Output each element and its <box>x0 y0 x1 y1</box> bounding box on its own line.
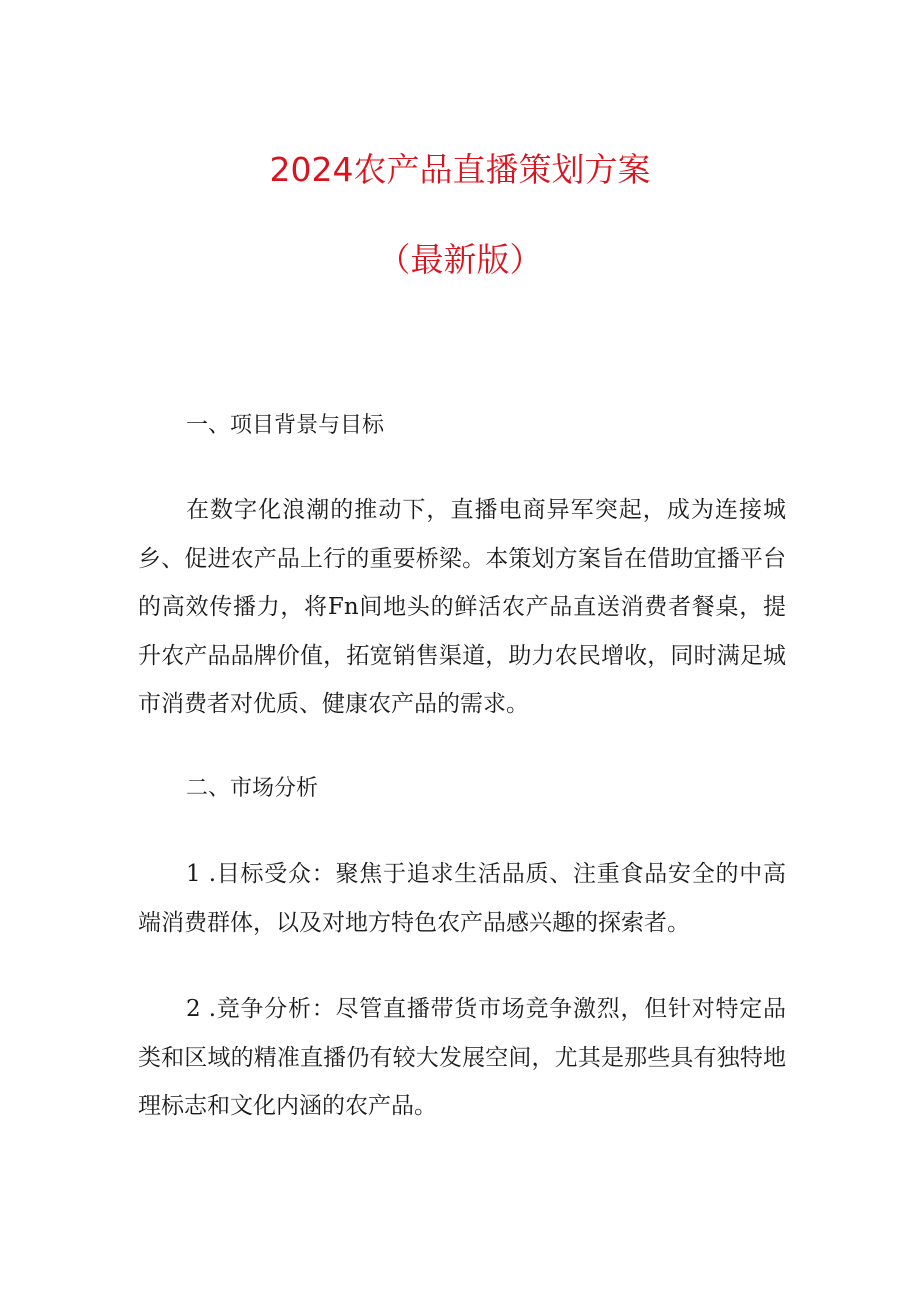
paragraph-target-audience: 1 .目标受众：聚焦于追求生活品质、注重食品安全的中高端消费群体，以及对地方特色农产品感兴趣的探索者。 <box>138 861 786 936</box>
document-title: 2024农产品直播策划方案 <box>269 150 651 189</box>
paragraph-background: 在数字化浪潮的推动下，直播电商异军突起，成为连接城乡、促进农产品上行的重要桥梁。本策划方案旨在借助宜播平台的高效传播力，将Fn间地头的鲜活农产品直送消费者餐桌，提升农产品品牌价值，拓宽销售渠道，助力农民增收，同时满足城市消费者对优质、健康农产品的需求。 <box>138 497 786 717</box>
paragraph-competition-analysis: 2 .竞争分析：尽管直播带货市场竞争激烈，但针对特定品类和区域的精准直播仍有较大发展空间，尤其是那些具有独特地理标志和文化内涵的农产品。 <box>138 996 786 1119</box>
section-heading-background: 一、项目背景与目标 <box>186 413 385 438</box>
document-subtitle: （最新版） <box>377 240 543 279</box>
section-heading-market-analysis: 二、市场分析 <box>186 776 319 801</box>
